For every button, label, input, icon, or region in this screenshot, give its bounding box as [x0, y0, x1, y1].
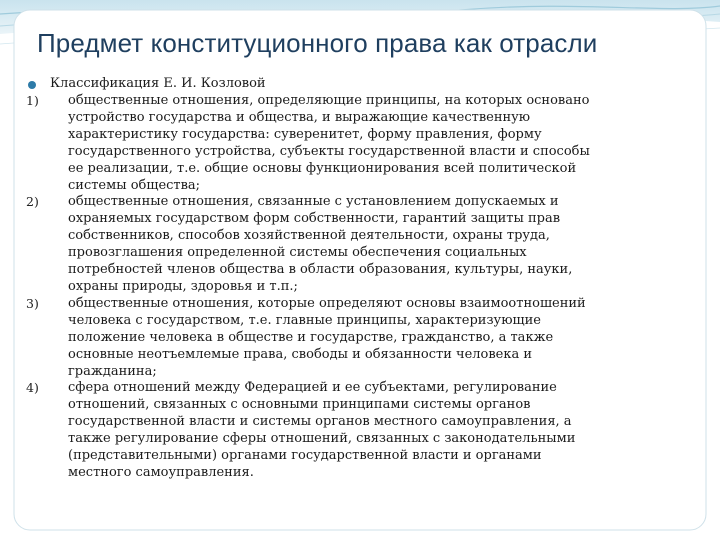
list-item-line: также регулирование сферы отношений, связанных с законодательными: [68, 431, 576, 447]
list-item-number: 1): [26, 93, 39, 108]
list-item-line: человека с государством, т.е. главные принципы, характеризующие: [68, 312, 541, 328]
list-item-number: 3): [26, 295, 39, 311]
list-item-number: 4): [26, 380, 39, 396]
list-item-line: основные неотъемлемые права, свободы и обязанности человека и: [68, 346, 533, 362]
list-item-line: государственной власти и системы органов местного самоуправления, а: [68, 414, 572, 430]
list-item-line: потребностей членов общества в области образования, культуры, науки,: [68, 262, 573, 278]
list-item-line: сфера отношений между Федерацией и ее субъектами, регулирование: [68, 380, 557, 396]
numbered-list: [26, 93, 698, 482]
list-item: [26, 93, 698, 194]
list-item-line: охраны природы, здоровья и т.п.;: [68, 278, 298, 294]
list-item-line: характеристику государства: суверенитет, форму правления, форму: [68, 126, 542, 142]
list-item-line: общественные отношения, связанные с установлением допускаемых и: [68, 194, 559, 210]
list-item-line: собственников, способов хозяйственной деятельности, охраны труда,: [68, 228, 550, 244]
list-item-line: провозглашения определенной системы обеспечения социальных: [68, 245, 527, 261]
list-item-number: 2): [26, 194, 39, 210]
list-item-line: общественные отношения, которые определяют основы взаимоотношений: [68, 295, 586, 311]
list-item-line: отношений, связанных с основными принципами системы органов: [68, 397, 531, 413]
list-item-line: системы общества;: [68, 177, 201, 193]
list-item-line: (представительными) органами государственной власти и органами: [68, 448, 542, 464]
bullet-dot-icon: [28, 81, 36, 89]
list-item-line: ее реализации, т.е. общие основы функционирования всей политической: [68, 160, 577, 176]
list-item-line: государственного устройства, субъекты государственной власти и способы: [68, 143, 590, 159]
list-item-line: положение человека в обществе и государстве, гражданство, а также: [68, 329, 554, 345]
bullet-item: [26, 76, 698, 93]
list-item-line: устройство государства и общества, и выражающие качественную: [68, 109, 531, 125]
list-item: [26, 194, 698, 295]
list-item-line: охраняемых государством форм собственности, гарантий защиты прав: [68, 211, 561, 227]
slide-title: Предмет конституционного права как отрасли: [37, 28, 598, 58]
list-item-line: общественные отношения, определяющие принципы, на которых основано: [68, 93, 590, 108]
slide-content: [26, 76, 698, 482]
list-item: [26, 380, 698, 481]
list-item-line: местного самоуправления.: [68, 464, 254, 480]
bullet-text: Классификация Е. И. Козловой: [50, 76, 266, 91]
list-item: [26, 296, 698, 381]
list-item-line: гражданина;: [68, 363, 157, 379]
